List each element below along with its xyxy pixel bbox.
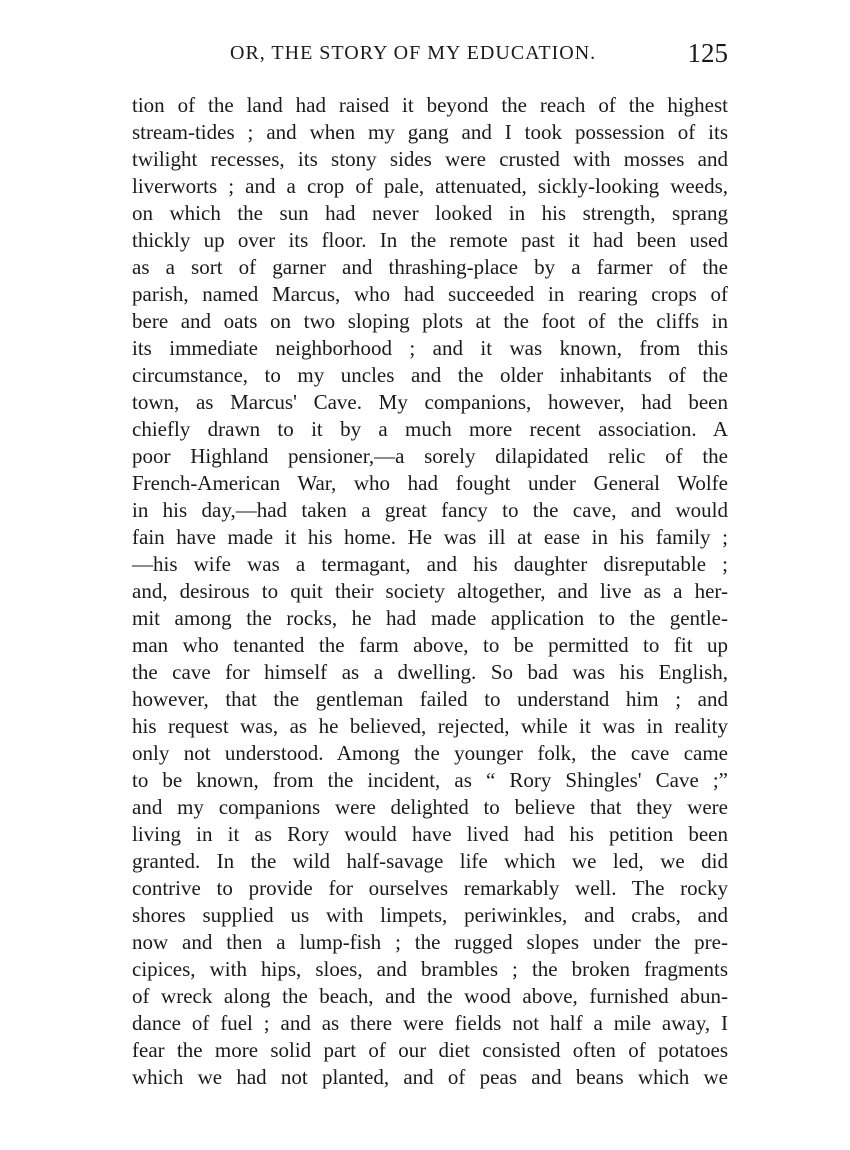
text-line: mit among the rocks, he had made application to the gentle-: [132, 606, 728, 630]
text-line: granted. In the wild half-savage life which we led, we did: [132, 849, 728, 873]
text-line: however, that the gentleman failed to understand him ; and: [132, 687, 728, 711]
text-line: fear the more solid part of our diet consisted often of potatoes: [132, 1038, 728, 1062]
text-line: on which the sun had never looked in his strength, sprang: [132, 201, 728, 225]
text-line: in his day,—had taken a great fancy to the cave, and would: [132, 498, 728, 522]
text-line: man who tenanted the farm above, to be permitted to fit up: [132, 633, 728, 657]
text-line: thickly up over its floor. In the remote past it had been used: [132, 228, 728, 252]
text-line: shores supplied us with limpets, periwinkles, and crabs, and: [132, 903, 728, 927]
text-line: living in it as Rory would have lived had his petition been: [132, 822, 728, 846]
body-text: [132, 92, 728, 1091]
text-line: and my companions were delighted to believe that they were: [132, 795, 728, 819]
text-line: its immediate neighborhood ; and it was known, from this: [132, 336, 728, 360]
text-line: parish, named Marcus, who had succeeded in rearing crops of: [132, 282, 728, 306]
text-line: bere and oats on two sloping plots at the foot of the cliffs in: [132, 309, 728, 333]
text-line: tion of the land had raised it beyond the reach of the highest: [132, 93, 728, 117]
text-line: French-American War, who had fought under General Wolfe: [132, 471, 728, 495]
text-line: only not understood. Among the younger folk, the cave came: [132, 741, 728, 765]
text-line: chiefly drawn to it by a much more recent association. A: [132, 417, 728, 441]
text-line: stream-tides ; and when my gang and I took possession of its: [132, 120, 728, 144]
text-line: poor Highland pensioner,—a sorely dilapidated relic of the: [132, 444, 728, 468]
text-line: his request was, as he believed, rejected, while it was in reality: [132, 714, 728, 738]
text-line: as a sort of garner and thrashing-place by a farmer of the: [132, 255, 728, 279]
page-number: 125: [687, 38, 728, 68]
text-line: and, desirous to quit their society altogether, and live as a her-: [132, 579, 728, 603]
text-line: twilight recesses, its stony sides were crusted with mosses and: [132, 147, 728, 171]
text-line: circumstance, to my uncles and the older inhabitants of the: [132, 363, 728, 387]
text-line: the cave for himself as a dwelling. So bad was his English,: [132, 660, 728, 684]
text-line: which we had not planted, and of peas and beans which we: [132, 1065, 728, 1089]
text-line: —his wife was a termagant, and his daughter disreputable ;: [132, 552, 728, 576]
text-line: dance of fuel ; and as there were fields not half a mile away, I: [132, 1011, 728, 1035]
text-line: of wreck along the beach, and the wood above, furnished abun-: [132, 984, 728, 1008]
text-line: now and then a lump-fish ; the rugged slopes under the pre-: [132, 930, 728, 954]
text-line: town, as Marcus' Cave. My companions, however, had been: [132, 390, 728, 414]
running-header: [132, 38, 728, 72]
text-line: to be known, from the incident, as “ Rory Shingles' Cave ;”: [132, 768, 728, 792]
text-line: contrive to provide for ourselves remarkably well. The rocky: [132, 876, 728, 900]
running-title: OR, THE STORY OF MY EDUCATION.: [230, 42, 597, 64]
text-line: cipices, with hips, sloes, and brambles ; the broken fragments: [132, 957, 728, 981]
text-line: fain have made it his home. He was ill at ease in his family ;: [132, 525, 728, 549]
text-line: liverworts ; and a crop of pale, attenuated, sickly-looking weeds,: [132, 174, 728, 198]
